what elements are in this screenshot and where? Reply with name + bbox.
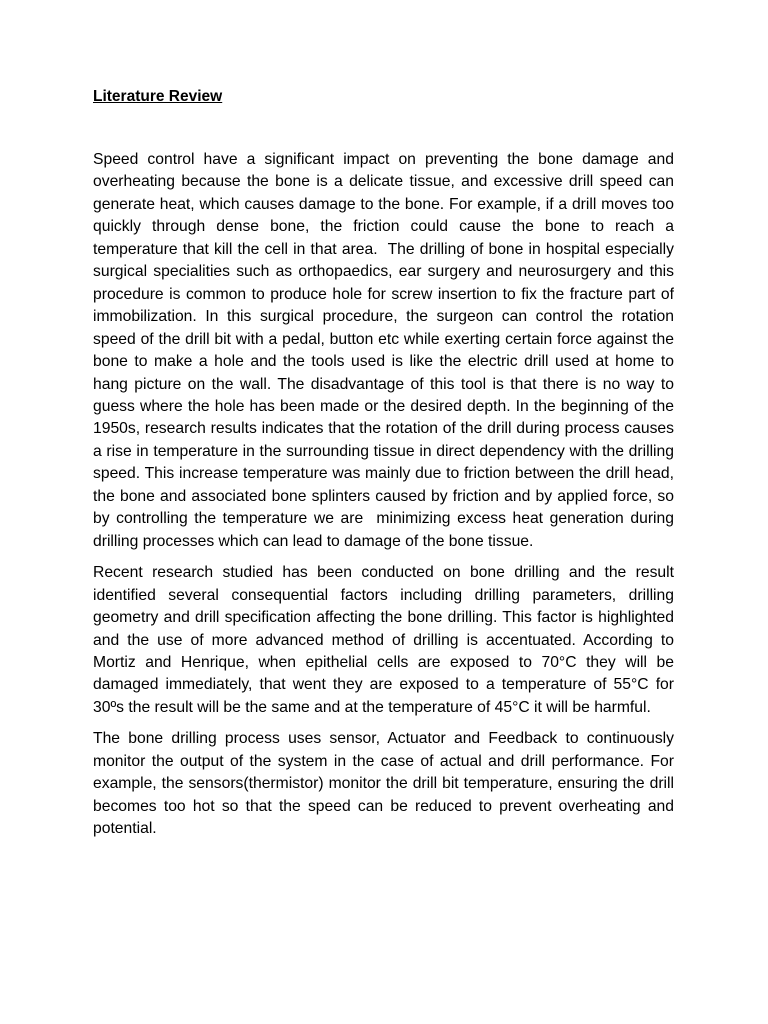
- paragraph-recent-research: Recent research studied has been conducted on bone drilling and the result identified several consequential factors including drilling parameters, drilling geometry and drill specification affecting the bone drilling. This factor is highlighted and the use of more advanced method of drilling is accentuated. According to Mortiz and Henrique, when epithelial cells are exposed to 70°C they will be damaged immediately, that went they are exposed to a temperature of 55°C for 30ºs the result will be the same and at the temperature of 45°C it will be harmful.: [93, 564, 679, 716]
- section-heading: Literature Review: [93, 88, 223, 105]
- paragraph-speed-control: Speed control have a significant impact on preventing the bone damage and overheating because the bone is a delicate tissue, and excessive drill speed can generate heat, which causes damage to the bone. For example, if a drill moves too quickly through dense bone, the friction could cause the bone to reach a temperature that kill the cell in that area. The drilling of bone in hospital especially surgical specialities such as orthopaedics, ear surgery and neurosurgery and this procedure is common to produce hole for screw insertion to fix the fracture part of immobilization. In this surgical procedure, the surgeon can control the rotation speed of the drill bit with a pedal, button etc while exerting certain force against the bone to make a hole and the tools used is like the electric drill used at home to hang picture on the wall. The disadvantage of this tool is that there is no way to guess where the hole has been made or the desired depth. In the beginning of the 1950s, research results indicates that the rotation of the drill during process causes a rise in temperature in the surrounding tissue in direct dependency with the drilling speed. This increase temperature was mainly due to friction between the drill head, the bone and associated bone splinters caused by friction and by applied force, so by controlling the temperature we are minimizing excess heat generation during drilling processes which can lead to damage of the bone tissue.: [93, 151, 679, 550]
- paragraph-drilling-process: The bone drilling process uses sensor, Actuator and Feedback to continuously monitor the output of the system in the case of actual and drill performance. For example, the sensors(thermistor) monitor the drill bit temperature, ensuring the drill becomes too hot so that the speed can be reduced to prevent overheating and potential.: [93, 730, 679, 838]
- document-page: [93, 86, 679, 850]
